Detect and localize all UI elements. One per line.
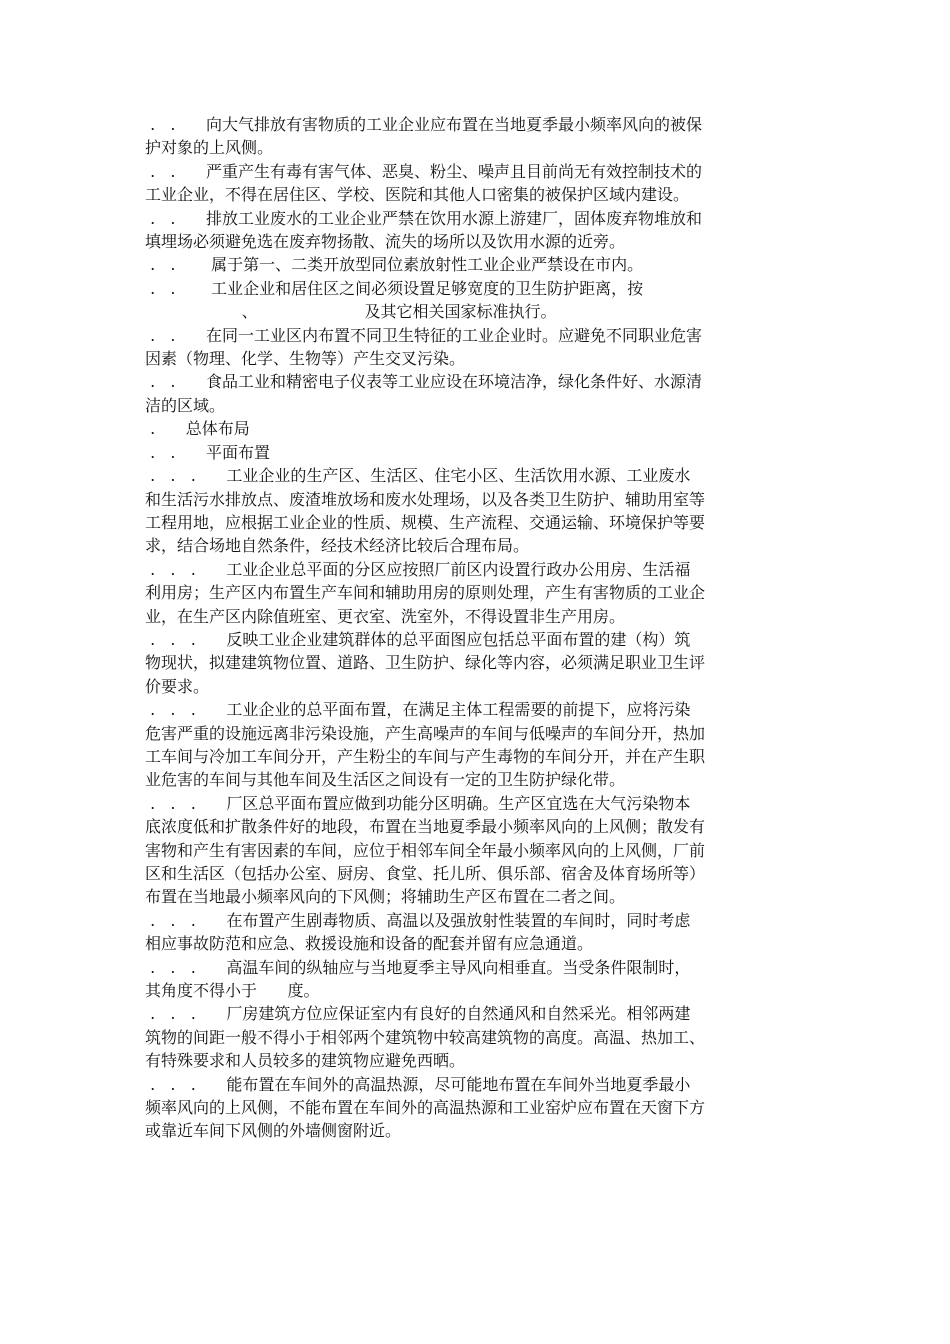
paragraph [145, 909, 815, 956]
text-line: 和生活污水排放点、废渣堆放场和废水处理场，以及各类卫生防护、辅助用室等 [145, 489, 706, 509]
text-line: . . . 工业企业的总平面布置，在满足主体工程需要的前提下，应将污染 [145, 700, 691, 720]
text-line: 筑物的间距一般不得小于相邻两个建筑物中较高建筑物的高度。高温、热加工、 [145, 1027, 706, 1047]
text-line: 其角度不得小于 度。 [145, 981, 320, 1001]
text-line: . . . 厂区总平面布置应做到功能分区明确。生产区宜选在大气污染物本 [145, 793, 691, 813]
text-line: . . 食品工业和精密电子仪表等工业应设在环境洁净，绿化条件好、水源清 [145, 372, 703, 392]
text-line: 或靠近车间下风侧的外墙侧窗附近。 [145, 1121, 402, 1141]
paragraph [145, 1073, 815, 1143]
text-line: 价要求。 [145, 676, 210, 696]
paragraph [145, 1002, 815, 1072]
paragraph [145, 792, 815, 909]
text-line: . . 严重产生有毒有害气体、恶臭、粉尘、噪声且目前尚无有效控制技术的 [145, 161, 703, 181]
paragraph [145, 324, 815, 371]
text-line: 填埋场必须避免选在废弃物扬散、流失的场所以及饮用水源的近旁。 [145, 232, 626, 252]
paragraph [145, 558, 815, 628]
paragraph [145, 277, 815, 324]
paragraph [145, 464, 815, 558]
text-line: . 总体布局 [145, 419, 250, 439]
text-line: . . . 工业企业的生产区、生活区、住宅小区、生活饮用水源、工业废水 [145, 466, 691, 486]
paragraph [145, 160, 815, 207]
subsection-heading [145, 441, 815, 464]
text-line: . . 在同一工业区内布置不同卫生特征的工业企业时。应避免不同职业危害 [145, 325, 703, 345]
text-line: . . . 高温车间的纵轴应与当地夏季主导风向相垂直。当受条件限制时， [145, 957, 691, 977]
paragraph [145, 113, 815, 160]
text-line: 底浓度低和扩散条件好的地段，布置在当地夏季最小频率风向的上风侧；散发有 [145, 817, 706, 837]
text-line: . . . 在布置产生剧毒物质、高温以及强放射性装置的车间时，同时考虑 [145, 910, 691, 930]
text-line: 洁的区域。 [145, 395, 226, 415]
text-line: 工车间与冷加工车间分开，产生粉尘的车间与产生毒物的车间分开，并在产生职 [145, 746, 706, 766]
text-line: 布置在当地最小频率风向的下风侧；将辅助生产区布置在二者之间。 [145, 887, 626, 907]
text-line: 护对象的上风侧。 [145, 138, 274, 158]
paragraph [145, 207, 815, 254]
document-page [145, 113, 815, 1143]
text-line: 利用房；生产区内布置生产车间和辅助用房的原则处理，产生有害物质的工业企 [145, 583, 706, 603]
text-line: . . 工业企业和居住区之间必须设置足够宽度的卫生防护距离，按 [145, 278, 644, 298]
paragraph [145, 698, 815, 792]
text-line: . . . 厂房建筑方位应保证室内有良好的自然通风和自然采光。相邻两建 [145, 1004, 691, 1024]
paragraph [145, 628, 815, 698]
text-line: 工业企业，不得在居住区、学校、医院和其他人口密集的被保护区域内建设。 [145, 185, 690, 205]
text-line: . . . 反映工业企业建筑群体的总平面图应包括总平面布置的建（构）筑 [145, 629, 691, 649]
text-line: 危害严重的设施远离非污染设施，产生高噪声的车间与低噪声的车间分开，热加 [145, 723, 706, 743]
text-line: 物现状，拟建建筑物位置、道路、卫生防护、绿化等内容，必须满足职业卫生评 [145, 653, 706, 673]
text-line: 工程用地，应根据工业企业的性质、规模、生产流程、交通运输、环境保护等要 [145, 512, 706, 532]
text-line: 区和生活区（包括办公室、厨房、食堂、托儿所、俱乐部、宿舍及体育场所等） [145, 864, 706, 883]
text-line: 频率风向的上风侧，不能布置在车间外的高温热源和工业窑炉应布置在天窗下方 [145, 1098, 706, 1118]
text-line: . . 排放工业废水的工业企业严禁在饮用水源上游建厂，固体废弃物堆放和 [145, 208, 703, 228]
paragraph [145, 370, 815, 417]
text-line: 业危害的车间与其他车间及生活区之间设有一定的卫生防护绿化带。 [145, 770, 626, 790]
text-line: 有特殊要求和人员较多的建筑物应避免西晒。 [145, 1051, 466, 1071]
text-line: . . . 能布置在车间外的高温热源，尽可能地布置在车间外当地夏季最小 [145, 1074, 691, 1094]
text-line: . . 属于第一、二类开放型同位素放射性工业企业严禁设在市内。 [145, 255, 644, 275]
paragraph [145, 956, 815, 1003]
paragraph [145, 253, 815, 276]
section-heading [145, 417, 815, 440]
text-line: . . 平面布置 [145, 442, 271, 462]
text-line: . . . 工业企业总平面的分区应按照厂前区内设置行政办公用房、生活福 [145, 559, 691, 579]
text-line: 求，结合场地自然条件，经技术经济比较后合理布局。 [145, 536, 530, 556]
text-line: 业，在生产区内除值班室、更衣室、洗室外，不得设置非生产用房。 [145, 606, 626, 626]
text-line: 害物和产生有害因素的车间，应位于相邻车间全年最小频率风向的上风侧，厂前 [145, 840, 706, 860]
text-line: . . 向大气排放有害物质的工业企业应布置在当地夏季最小频率风向的被保 [145, 115, 703, 134]
text-line: 相应事故防范和应急、救援设施和设备的配套并留有应急通道。 [145, 934, 594, 954]
text-line: 、 及其它相关国家标准执行。 [145, 302, 557, 322]
text-line: 因素（物理、化学、生物等）产生交叉污染。 [145, 349, 466, 369]
